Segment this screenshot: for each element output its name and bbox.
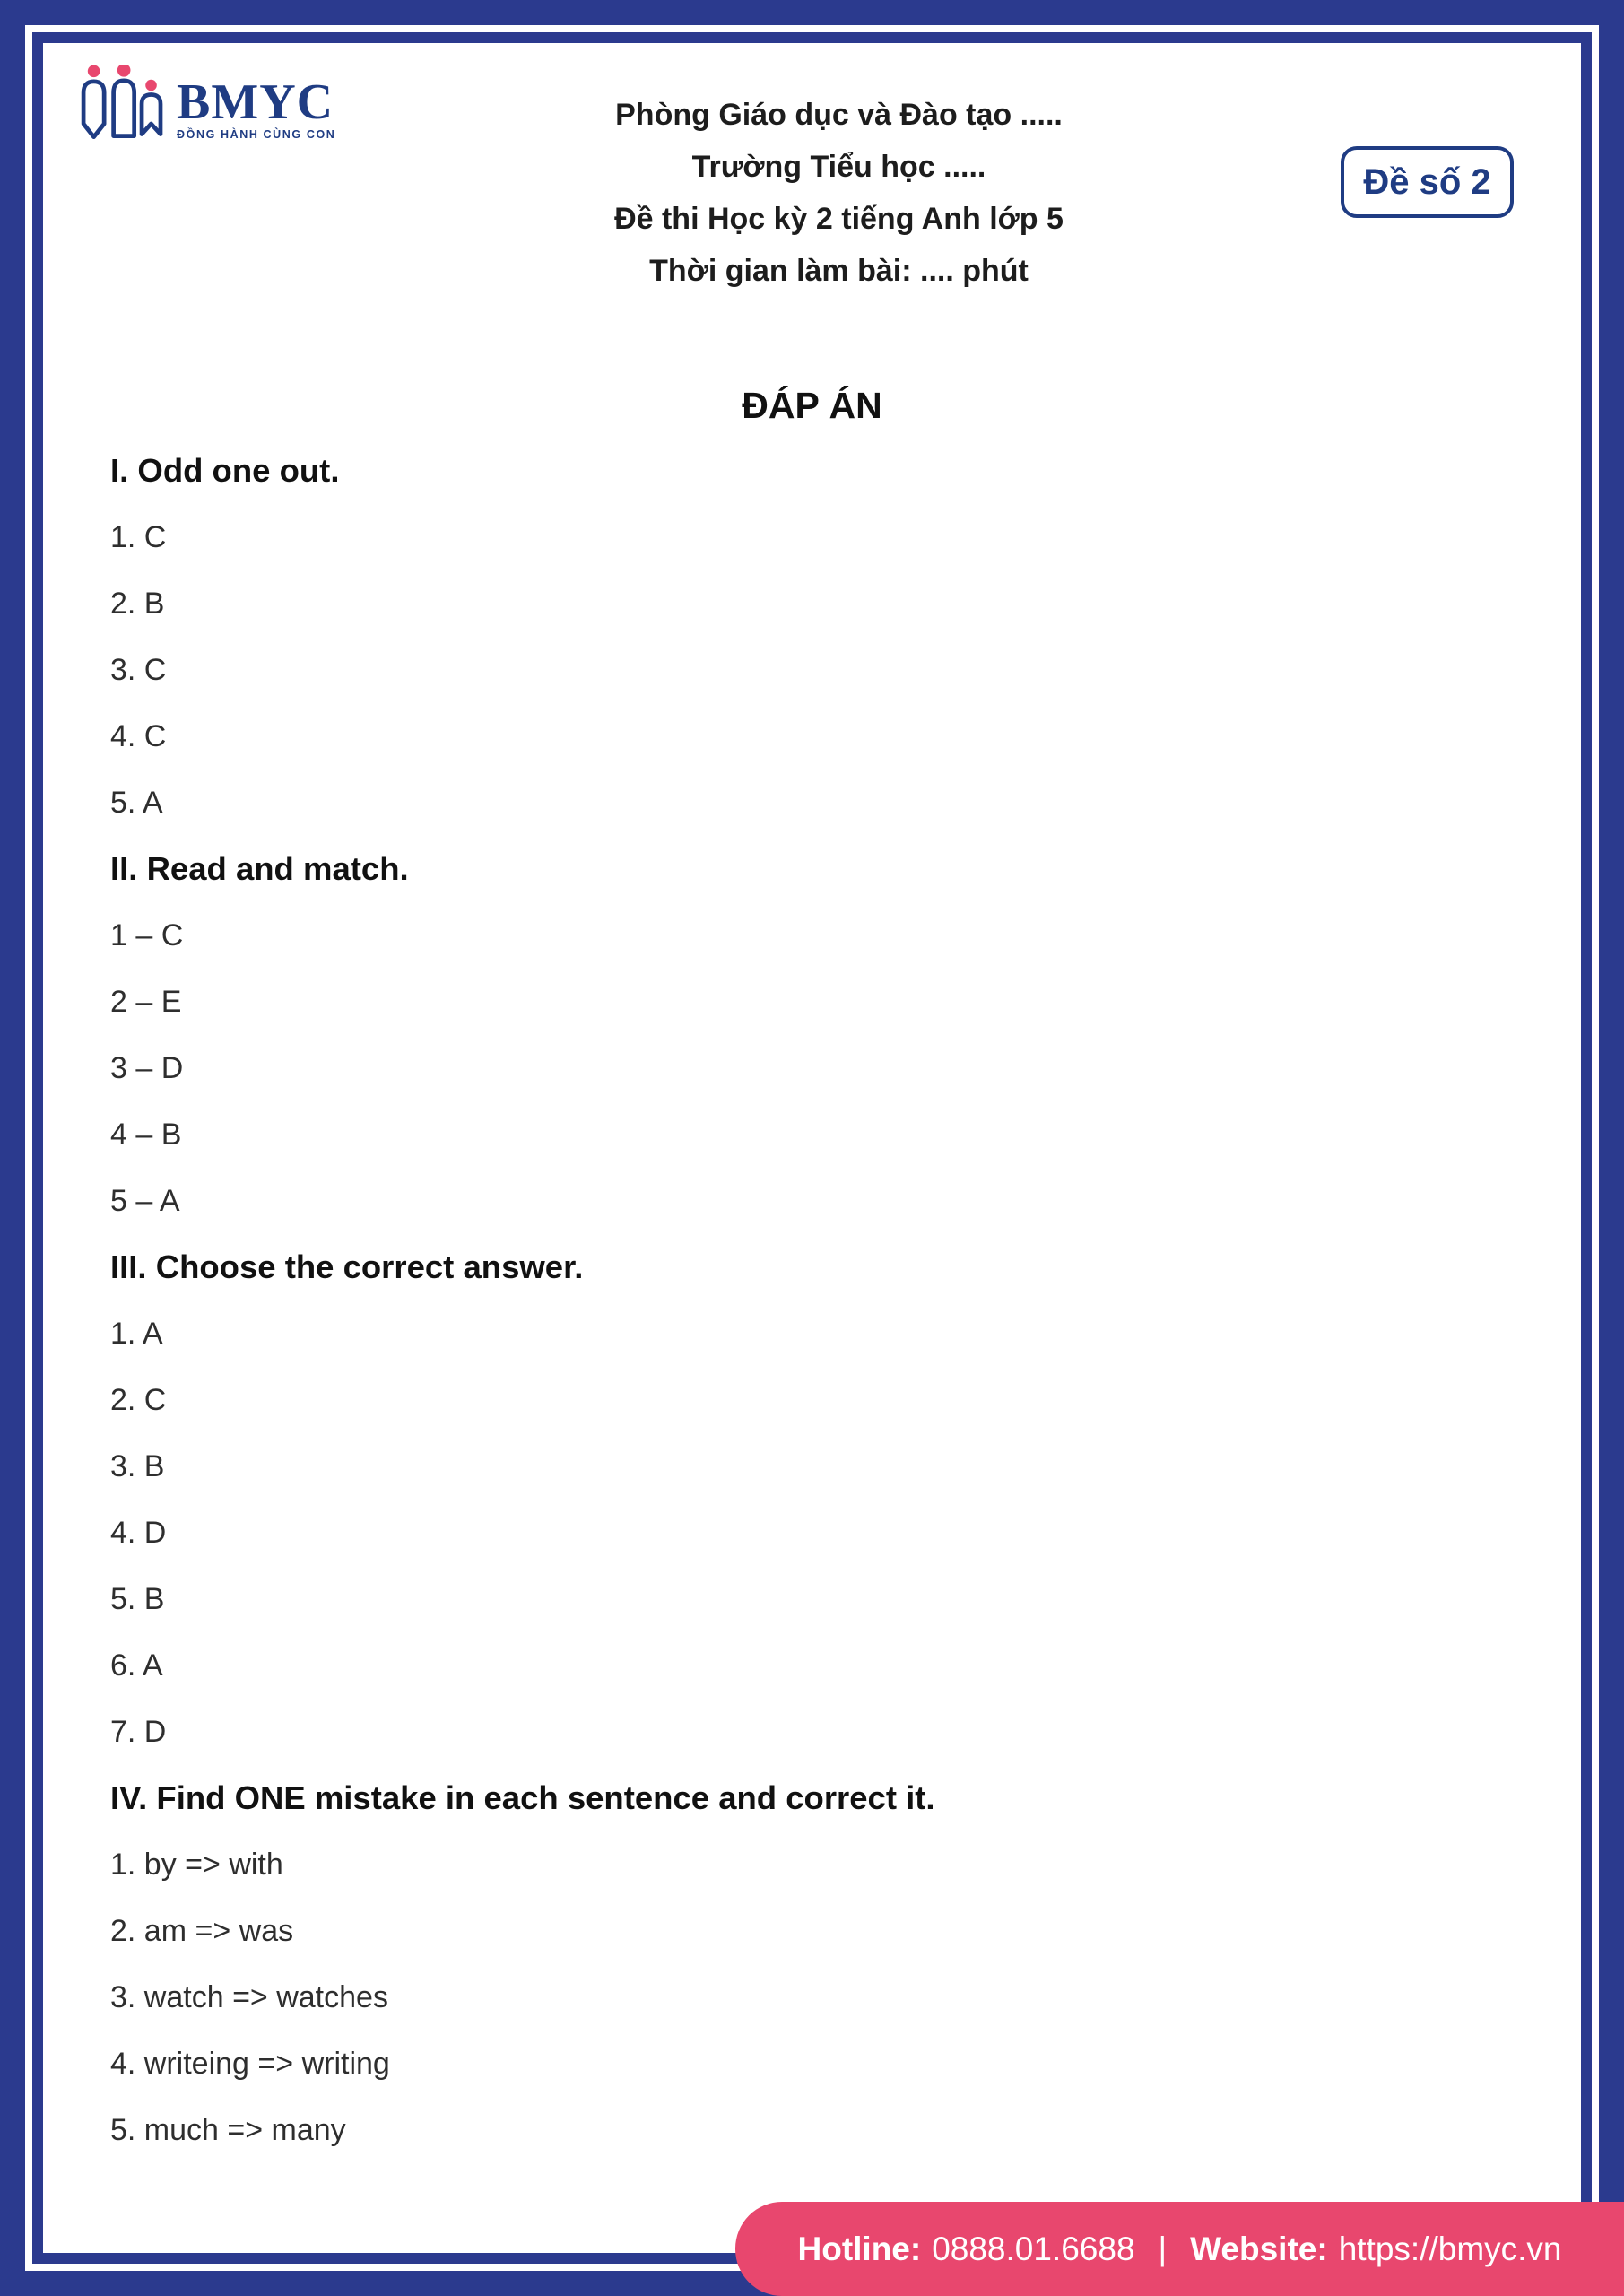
answer-key-content (110, 438, 1534, 2163)
answer-item: 1. C (110, 519, 167, 554)
footer-separator: | (1158, 2230, 1168, 2267)
answer-item: 2 – E (110, 984, 182, 1019)
hotline-label: Hotline: (797, 2230, 922, 2267)
section-3-heading: III. Choose the correct answer. (110, 1248, 584, 1285)
page-title: ĐÁP ÁN (742, 384, 882, 426)
answer-item: 3. B (110, 1448, 165, 1483)
header-department: Phòng Giáo dục và Đào tạo ..... (615, 98, 1063, 132)
answer-item: 5. much => many (110, 2112, 346, 2147)
answer-item: 3 – D (110, 1050, 184, 1085)
answer-item: 4. D (110, 1515, 167, 1550)
answer-item: 2. am => was (110, 1913, 294, 1948)
header-school: Trường Tiểu học ..... (691, 150, 986, 184)
answer-item: 3. C (110, 652, 167, 687)
answer-item: 5 – A (110, 1183, 180, 1218)
website-label: Website: (1190, 2230, 1328, 2267)
answer-item: 1 – C (110, 918, 184, 952)
section-2-heading: II. Read and match. (110, 850, 409, 887)
hotline-value: 0888.01.6688 (932, 2230, 1135, 2267)
answer-item: 1. A (110, 1316, 163, 1351)
header-exam-title: Đề thi Học kỳ 2 tiếng Anh lớp 5 (614, 202, 1064, 236)
logo-name: BMYC (177, 74, 334, 130)
exam-number-badge: Đề số 2 (1341, 146, 1514, 218)
answer-item: 4 – B (110, 1117, 182, 1152)
section-4-heading: IV. Find ONE mistake in each sentence and correct it. (110, 1779, 935, 1816)
answer-item: 2. B (110, 586, 165, 621)
answer-item: 4. writeing => writing (110, 2046, 390, 2081)
answer-item: 2. C (110, 1382, 167, 1417)
footer-contact-bar (735, 2202, 1624, 2296)
answer-item: 7. D (110, 1714, 167, 1749)
answer-item: 3. watch => watches (110, 1979, 388, 2014)
answer-item: 5. B (110, 1581, 165, 1616)
website-value: https://bmyc.vn (1338, 2230, 1562, 2267)
answer-item: 4. C (110, 718, 167, 753)
answer-item: 5. A (110, 785, 163, 820)
logo-tagline: ĐỒNG HÀNH CÙNG CON (177, 128, 336, 141)
answer-item: 6. A (110, 1648, 163, 1683)
section-1-heading: I. Odd one out. (110, 452, 340, 489)
answer-item: 1. by => with (110, 1847, 283, 1882)
header-duration: Thời gian làm bài: .... phút (649, 254, 1029, 288)
